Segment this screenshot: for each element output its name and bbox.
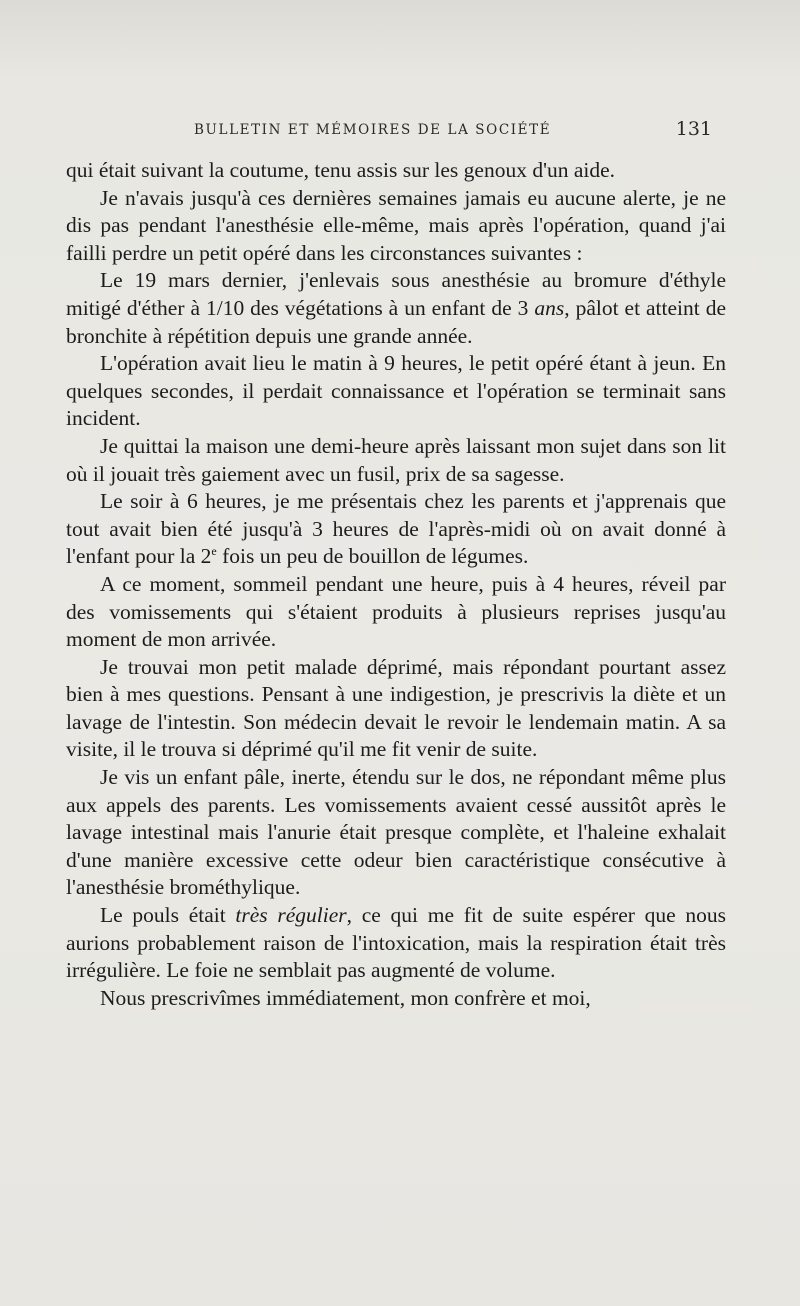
paragraph bbox=[66, 488, 726, 571]
italic-text: très régulier bbox=[235, 903, 347, 928]
paragraph: Je vis un enfant pâle, inerte, étendu sur le dos, ne répondant même plus aux appels des parents. Les vomissements avaient cessé aussitôt après le lavage intestinal mais l'anurie était presque complète, et l'haleine exhalait d'une manière excessive cette odeur bien caractéristique consécutive à l'anesthésie brométhylique. bbox=[66, 765, 726, 900]
paragraph bbox=[66, 902, 726, 985]
page-number: 131 bbox=[675, 118, 712, 140]
paragraph: L'opération avait lieu le matin à 9 heures, le petit opéré étant à jeun. En quelques secondes, il perdait connaissance et l'opération se terminait sans incident. bbox=[66, 351, 726, 431]
text-run: Le 19 mars dernier, j'enlevais sous anesthésie au bromure d'éthyle mitigé d'éther à 1/10 des végétations à un enfant de 3 bbox=[66, 268, 726, 320]
body-text bbox=[66, 157, 726, 1012]
italic-text: ans bbox=[534, 295, 565, 320]
paragraph: Nous prescrivîmes immédiatement, mon confrère et moi, bbox=[100, 985, 591, 1010]
running-head bbox=[66, 118, 716, 144]
paragraph: Je quittai la maison une demi-heure après laissant mon sujet dans son lit où il jouait très gaiement avec un fusil, prix de sa sagesse. bbox=[66, 433, 726, 486]
superscript: e bbox=[211, 544, 217, 559]
running-title: BULLETIN ET MÉMOIRES DE LA SOCIÉTÉ bbox=[194, 122, 552, 138]
paragraph: qui était suivant la coutume, tenu assis sur les genoux d'un aide. bbox=[66, 158, 616, 182]
text-run: , pâlot et atteint de bronchite à répétition depuis une grande année. bbox=[66, 295, 726, 348]
paragraph bbox=[66, 267, 726, 350]
text-run: fois un peu de bouillon de légumes. bbox=[216, 544, 529, 569]
text-run: Le pouls était bbox=[100, 903, 236, 928]
text-run: , ce qui me fit de suite espérer que nous aurions probablement raison de l'intoxication, mais la respiration était très irrégulière. Le foie ne semblait pas augmenté de volume. bbox=[66, 903, 726, 983]
paragraph: Je n'avais jusqu'à ces dernières semaines jamais eu aucune alerte, je ne dis pas pendant l'anesthésie elle-même, mais après l'opération, quand j'ai failli perdre un petit opéré dans les circonstances suivantes : bbox=[66, 185, 726, 265]
paragraph: Je trouvai mon petit malade déprimé, mais répondant pourtant assez bien à mes questions. Pensant à une indigestion, je prescrivis la diète et un lavage de l'intestin. Son médecin devait le revoir le lendemain matin. A sa visite, il le trouva si déprimé qu'il me fit venir de suite. bbox=[66, 654, 726, 762]
text-run: Le soir à 6 heures, je me présentais chez les parents et j'apprenais que tout avait bien été jusqu'à 3 heures de l'après-midi où on avait donné à l'enfant pour la 2 bbox=[66, 489, 726, 569]
paragraph: A ce moment, sommeil pendant une heure, puis à 4 heures, réveil par des vomissements qui s'étaient produits à plusieurs reprises jusqu'au moment de mon arrivée. bbox=[66, 571, 726, 652]
